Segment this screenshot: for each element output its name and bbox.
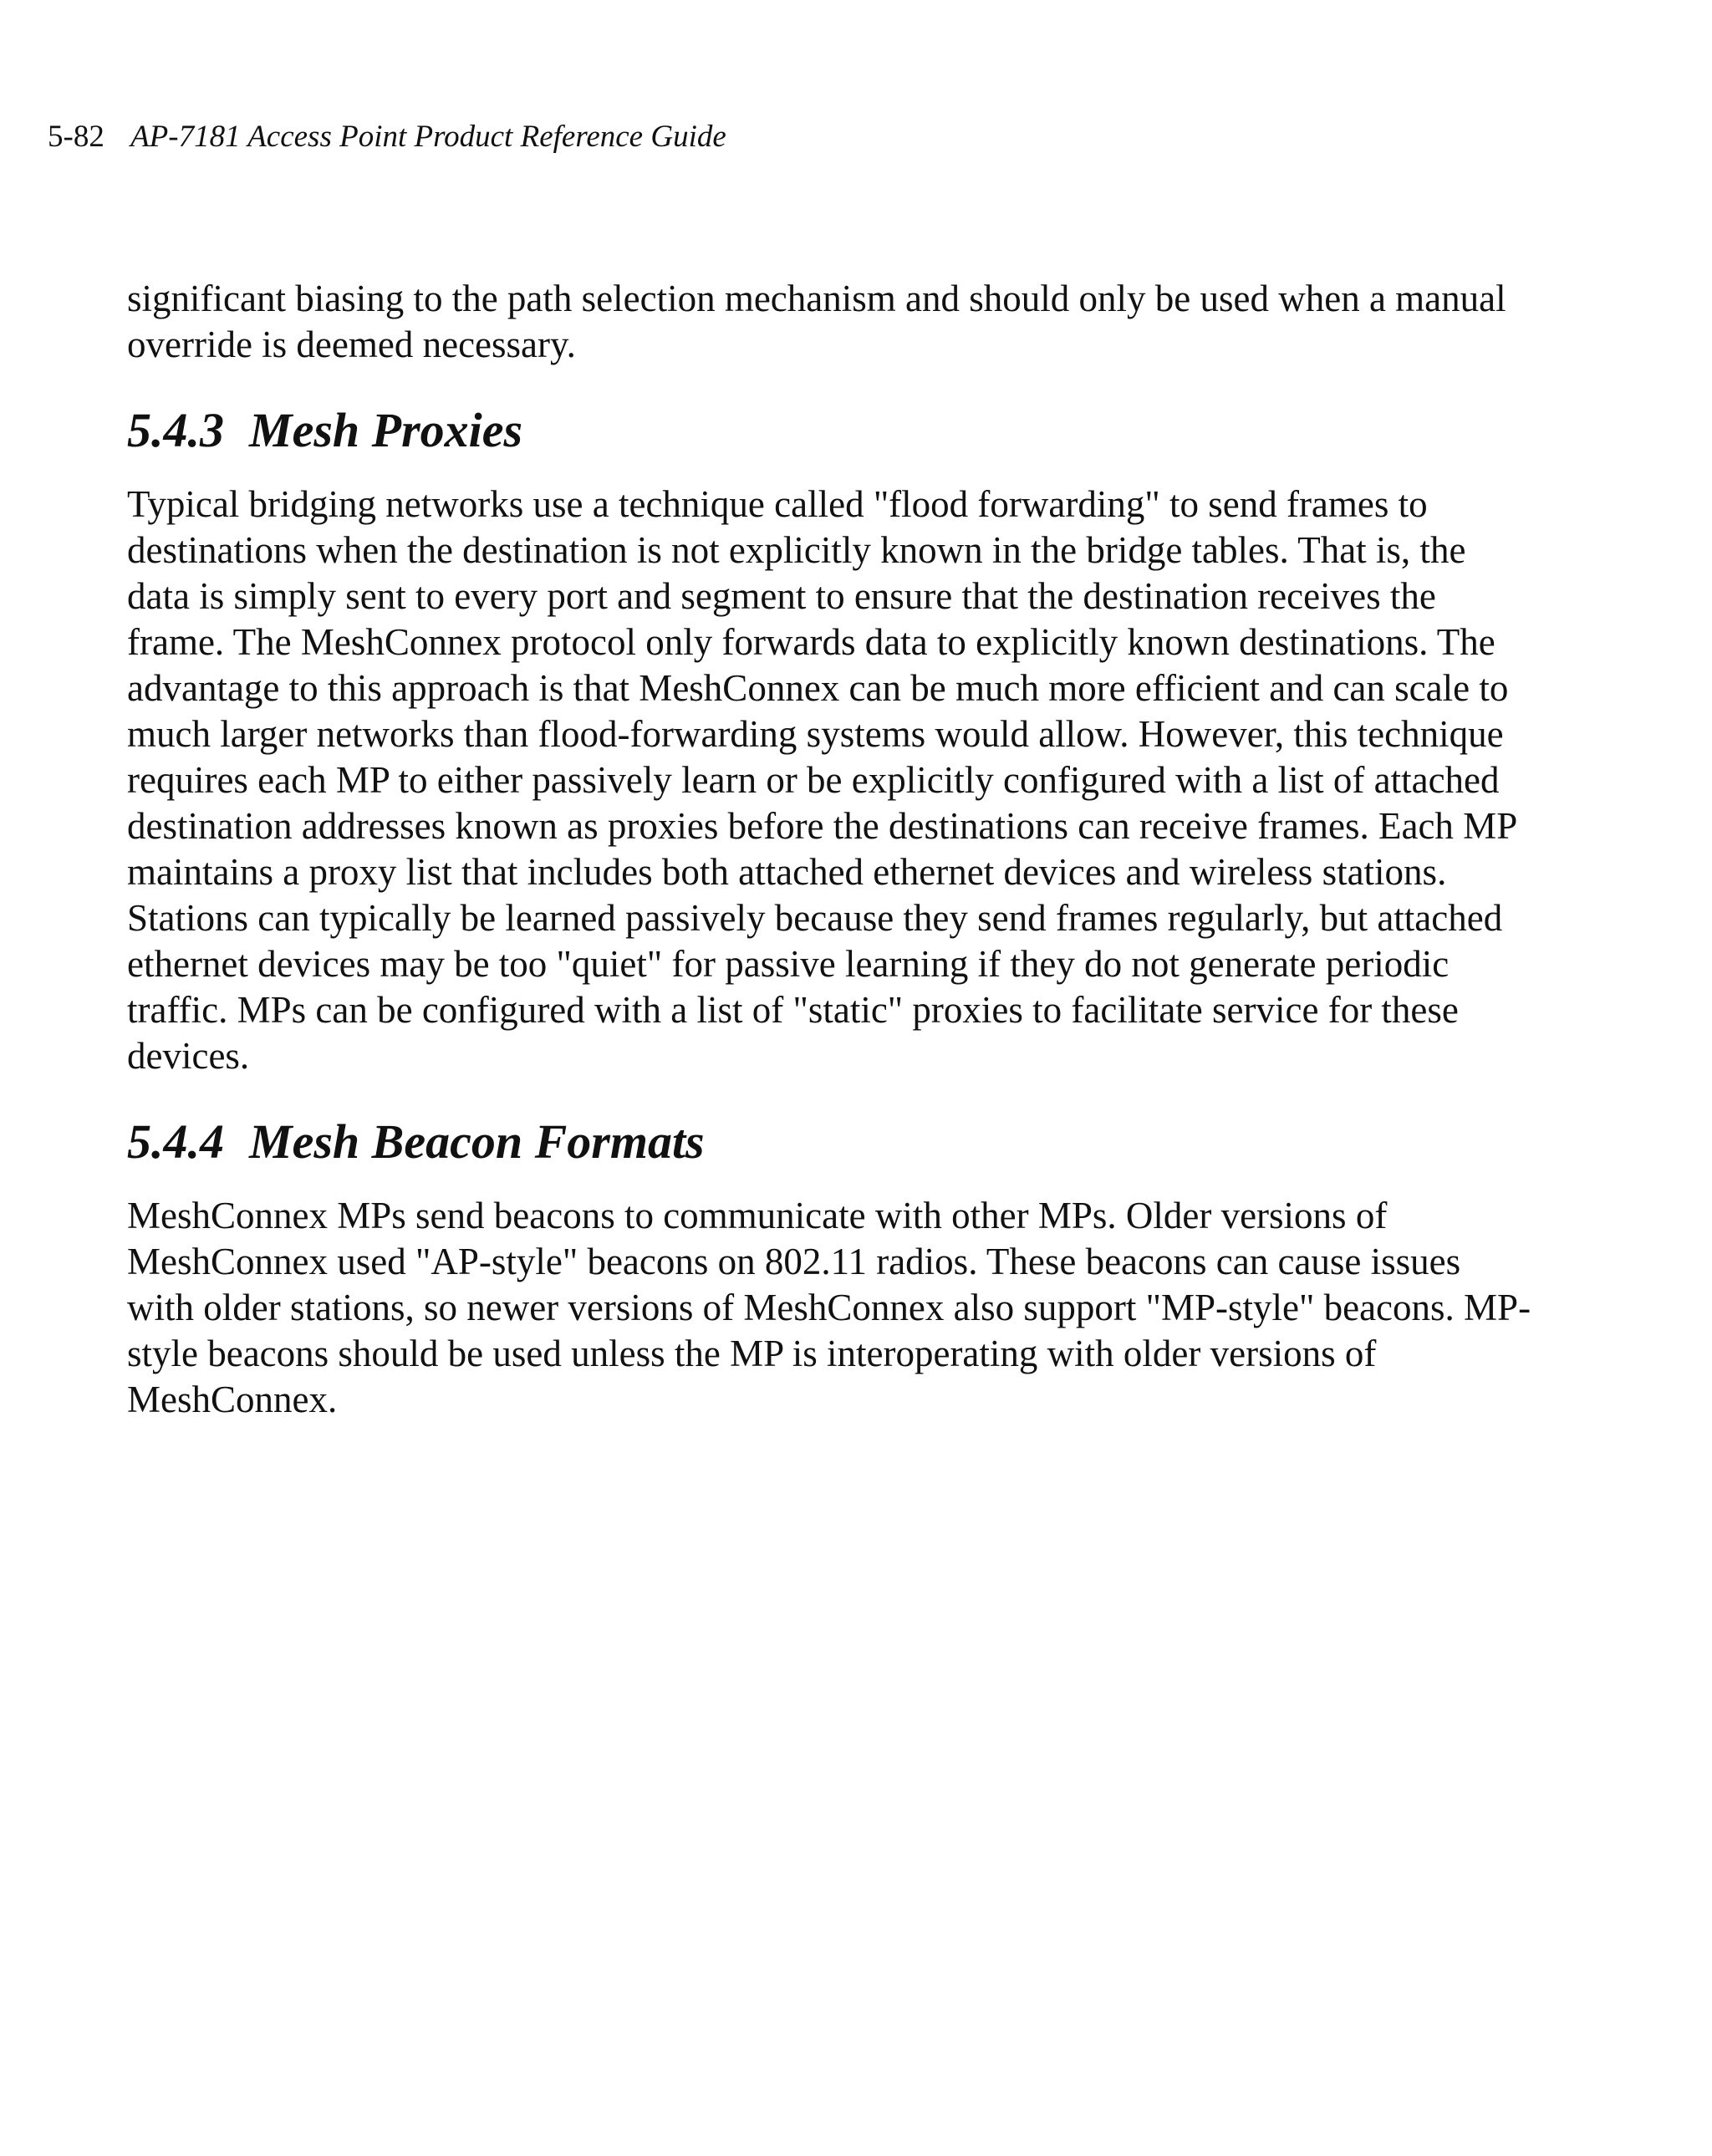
section-body-mesh-beacon-formats: MeshConnex MPs send beacons to communicate with other MPs. Older versions of MeshConnex used "AP-style" beacons on 802.11 radios. These beacons can cause issues with older stations, so newer versions of MeshConnex also support "MP-style" beacons. MP-style beacons should be used unless the MP is interoperating with older versions of MeshConnex. xyxy=(127,1195,1531,1420)
page-content xyxy=(127,276,1531,1456)
section-number: 5.4.4 xyxy=(127,1114,224,1169)
section-body-mesh-proxies: Typical bridging networks use a technique called "flood forwarding" to send frames to destinations when the destination is not explicitly known in the bridge tables. That is, the data is simply sent to every port and segment to ensure that the destination receives the frame. The MeshConnex protocol only forwards data to explicitly known destinations. The advantage to this approach is that MeshConnex can be much more efficient and can scale to much larger networks than flood-forwarding systems would allow. However, this technique requires each MP to either passively learn or be explicitly configured with a list of attached destination addresses known as proxies before the destinations can receive frames. Each MP maintains a proxy list that includes both attached ethernet devices and wireless stations. Stations can typically be learned passively because they send frames regularly, but attached ethernet devices may be too "quiet" for passive learning if they do not generate periodic traffic. MPs can be configured with a list of "static" proxies to facilitate service for these devices. xyxy=(127,483,1516,1077)
guide-title: AP-7181 Access Point Product Reference Guide xyxy=(130,120,726,154)
section-title: Mesh Beacon Formats xyxy=(249,1114,705,1169)
running-header xyxy=(48,117,726,157)
section-heading-mesh-proxies xyxy=(127,401,1531,460)
page-number: 5-82 xyxy=(48,120,104,154)
intro-paragraph: significant biasing to the path selection mechanism and should only be used when a manual override is deemed necessary. xyxy=(127,278,1506,365)
section-heading-mesh-beacon-formats xyxy=(127,1113,1531,1171)
section-title: Mesh Proxies xyxy=(249,403,523,457)
section-number: 5.4.3 xyxy=(127,403,224,457)
